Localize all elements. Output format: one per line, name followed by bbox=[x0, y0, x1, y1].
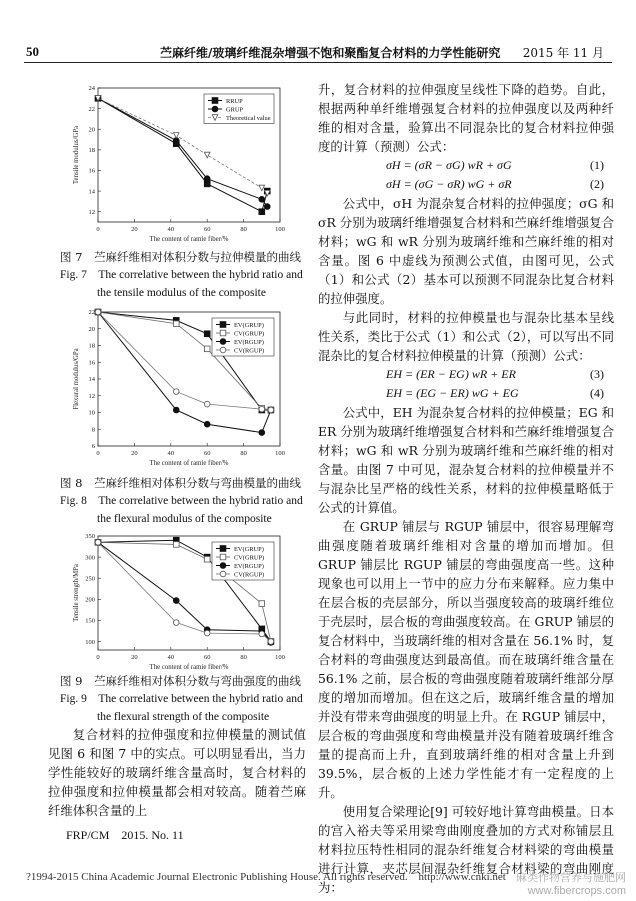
x-tick-label: 60 bbox=[203, 450, 211, 457]
legend-marker bbox=[220, 330, 226, 336]
page-number: 50 bbox=[26, 44, 39, 59]
y-tick-label: 200 bbox=[85, 596, 95, 604]
data-point bbox=[95, 309, 101, 315]
data-point bbox=[264, 204, 270, 210]
x-tick-label: 20 bbox=[131, 654, 138, 661]
data-point bbox=[259, 197, 265, 203]
y-tick-label: 300 bbox=[85, 554, 95, 562]
x-tick-label: 20 bbox=[131, 226, 138, 233]
paragraph-5: 在 GRUP 铺层与 RGUP 铺层中，很容易理解弯曲强度随着玻璃纤维相对含量的增加而增加。但 GRUP 铺层比 RGUP 铺层的弯曲强度高一些。这种现象也可以用上一节中的应力分布来解释。应力集中在层合板的壳层部分，所以当强度较高的玻璃纤维位于壳层时，层合板的弯曲强度较高。在 GRUP 铺层的复合材料中，当玻璃纤维的相对含量在 56.1% 时，复合材料的弯曲强度达到最高值。而在玻璃纤维含量在 56.1% 之前，层合板的弯曲强度随着玻璃纤维部分厚度的增加而增加。但在这之后，玻璃纤维含量的增加并没有带来弯曲强度的明显上升。在 RGUP 铺层中，层合板的弯曲强度和弯曲模量并没有随着玻璃纤维含量的提高而上升，直到玻璃纤维的相对含量上升到 39.5%，层合板的上述力学性能才有一定程度的上升。 bbox=[318, 519, 614, 800]
y-tick-label: 18 bbox=[88, 342, 95, 350]
data-point bbox=[204, 331, 210, 337]
x-tick-label: 40 bbox=[167, 450, 175, 457]
header-rule bbox=[24, 62, 612, 63]
legend-label: EV(RGUP) bbox=[234, 562, 264, 570]
equation-2-number: (2) bbox=[590, 177, 604, 191]
legend-marker bbox=[220, 347, 226, 353]
data-point bbox=[259, 601, 265, 607]
data-point bbox=[204, 401, 210, 407]
figure-9-caption-en-2: the flexural strength of the composite bbox=[97, 711, 270, 723]
legend-label: EV(RGUP) bbox=[234, 338, 264, 346]
data-point bbox=[259, 631, 265, 637]
journal-footer: FRP/CM 2015. No. 11 bbox=[66, 828, 184, 842]
figure-7-chart bbox=[52, 80, 302, 250]
paragraph-1: 升，复合材料的拉伸强度呈线性下降的趋势。自此，根据两种单纤维增强复合材料的拉伸强度以及两种纤维的相对含量，验算出不同混杂比的复合材料拉伸强度的计算（预测）公式： bbox=[318, 82, 614, 154]
x-tick-label: 40 bbox=[167, 226, 175, 233]
figure-9-caption bbox=[60, 672, 303, 726]
y-tick-label: 18 bbox=[88, 147, 95, 155]
legend-marker bbox=[212, 98, 218, 104]
running-header bbox=[0, 42, 636, 64]
figure-9-chart bbox=[52, 528, 302, 676]
data-point bbox=[173, 389, 179, 395]
legend-marker bbox=[212, 106, 218, 112]
figure-7-caption-cn: 图 7 苎麻纤维相对体积分数与拉伸模量的曲线 bbox=[60, 250, 301, 264]
legend-label: GRUP bbox=[226, 106, 244, 114]
equation-4-number: (4) bbox=[590, 386, 604, 400]
figure-9-caption-cn: 图 9 苎麻纤维相对体积分数与弯曲强度的曲线 bbox=[60, 674, 301, 688]
y-tick-label: 12 bbox=[88, 392, 95, 400]
y-tick-label: 14 bbox=[88, 376, 95, 384]
data-point bbox=[268, 639, 274, 645]
figure-8-caption-en-2: the flexural modulus of the composite bbox=[97, 513, 272, 525]
y-tick-label: 8 bbox=[91, 426, 95, 434]
legend-label: CV(GRUP) bbox=[234, 330, 265, 338]
data-point bbox=[95, 540, 101, 546]
data-point bbox=[173, 407, 179, 413]
data-point bbox=[173, 321, 179, 327]
x-tick-label: 0 bbox=[96, 450, 100, 457]
x-tick-label: 0 bbox=[96, 654, 100, 661]
y-tick-label: 250 bbox=[85, 575, 95, 583]
legend-label: RRUP bbox=[226, 97, 243, 105]
y-tick-label: 20 bbox=[88, 325, 95, 333]
equation-4 bbox=[318, 384, 614, 403]
data-point bbox=[173, 598, 179, 604]
data-point bbox=[259, 209, 265, 215]
running-title: 苎麻纤维/玻璃纤维混杂增强不饱和聚酯复合材料的力学性能研究 bbox=[160, 46, 501, 60]
left-column-paragraph: 复合材料的拉伸强度和拉伸模量的测试值见图 6 和图 7 中的实点。可以明显看出，当力学性能较好的玻璃纤维含量高时，复合材料的拉伸强度和拉伸模量都会相对较高。随着苎麻纤维体积含量的上 bbox=[48, 727, 306, 818]
data-point bbox=[268, 407, 274, 413]
legend-label: CV(RGUP) bbox=[234, 347, 265, 355]
legend-marker bbox=[220, 563, 226, 569]
paragraph-4: 公式中，EH 为混杂复合材料的拉伸模量；EG 和 ER 分别为玻璃纤维增强复合材料和苎麻纤维增强复合材料；wG 和 wR 分别为玻璃纤维和苎麻纤维的相对含量。由图 7 中可见，混杂复合材料的拉伸模量并不与混杂比呈严格的线性关系，材料的拉伸模量略低于公式的计算值。 bbox=[318, 405, 614, 515]
x-tick-label: 100 bbox=[275, 654, 285, 661]
data-point bbox=[204, 152, 210, 158]
y-tick-label: 24 bbox=[88, 85, 95, 93]
figure-7-caption-en-1: Fig. 7 The correlative between the hybrid ratio and bbox=[60, 269, 303, 281]
right-column bbox=[318, 80, 614, 897]
x-tick-label: 40 bbox=[167, 654, 175, 661]
data-point bbox=[204, 346, 210, 352]
y-tick-label: 14 bbox=[88, 188, 95, 196]
data-point bbox=[259, 185, 265, 191]
watermark-line-1: 麻类作物营养与施肥网 bbox=[516, 872, 626, 884]
data-point bbox=[173, 542, 179, 548]
equation-1-number: (1) bbox=[590, 158, 604, 172]
equation-3 bbox=[318, 365, 614, 384]
figure-8-caption-cn: 图 8 苎麻纤维相对体积分数与弯曲模量的曲线 bbox=[60, 476, 301, 490]
y-axis-label: Flexural modulus/GPa bbox=[73, 348, 80, 410]
x-tick-label: 60 bbox=[203, 654, 211, 661]
data-point bbox=[204, 556, 210, 562]
y-tick-label: 16 bbox=[88, 359, 95, 367]
figure-9-caption-en-1: Fig. 9 The correlative between the hybrid ratio and bbox=[60, 693, 303, 705]
legend-marker bbox=[220, 322, 226, 328]
y-tick-label: 12 bbox=[88, 208, 95, 216]
equation-1-formula: σH = (σR − σG) wR + σG bbox=[386, 158, 512, 172]
data-point bbox=[173, 133, 179, 139]
y-tick-label: 100 bbox=[85, 638, 95, 646]
equation-4-formula: EH = (EG − ER) wG + EG bbox=[386, 386, 519, 400]
y-axis-label: Tensile strength/MPa bbox=[73, 564, 80, 622]
x-tick-label: 80 bbox=[240, 450, 247, 457]
figure-7-caption bbox=[60, 248, 303, 302]
legend-marker bbox=[220, 554, 226, 560]
x-tick-label: 80 bbox=[240, 654, 247, 661]
equation-3-number: (3) bbox=[590, 367, 604, 381]
legend-marker bbox=[220, 339, 226, 345]
figure-8-caption bbox=[60, 474, 303, 528]
equation-2 bbox=[318, 175, 614, 194]
x-tick-label: 0 bbox=[96, 226, 100, 233]
data-point bbox=[204, 630, 210, 636]
x-tick-label: 20 bbox=[131, 450, 138, 457]
figure-8-caption-en-1: Fig. 8 The correlative between the hybrid ratio and bbox=[60, 495, 303, 507]
y-tick-label: 6 bbox=[91, 443, 95, 451]
legend-marker bbox=[220, 546, 226, 552]
y-tick-label: 20 bbox=[88, 126, 95, 134]
figure-8-chart bbox=[52, 304, 302, 474]
copyright-line: ?1994-2015 China Academic Journal Electronic Publishing House. All rights reserved. http://www.cnki.net bbox=[26, 871, 506, 883]
paragraph-2: 公式中，σH 为混杂复合材料的拉伸强度；σG 和 σR 分别为玻璃纤维增强复合材料和苎麻纤维增强复合材料；wG 和 wR 分别为玻璃纤维和苎麻纤维的相对含量。图 6 中虚线为预测公式值，由图可见，公式（1）和公式（2）基本可以预测不同混杂比复合材料的拉伸强度。 bbox=[318, 196, 614, 306]
y-tick-label: 150 bbox=[85, 617, 95, 625]
legend-label: EV(GRUP) bbox=[234, 545, 264, 553]
y-tick-label: 22 bbox=[88, 105, 95, 113]
x-tick-label: 80 bbox=[240, 226, 247, 233]
equation-3-formula: EH = (ER − EG) wR + ER bbox=[386, 367, 516, 381]
paragraph-6: 使用复合梁理论[9] 可较好地计算弯曲模量。日本的宫入裕夫等采用梁弯曲刚度叠加的方式对称铺层且材料拉压特性相同的混杂纤维复合材料梁的弯曲模量进行计算，夹芯层间混杂纤维复合材料梁的弯曲刚度为： bbox=[318, 804, 614, 895]
data-point bbox=[173, 620, 179, 626]
x-axis-label: The content of ramie fiber/% bbox=[149, 664, 229, 671]
data-point bbox=[204, 421, 210, 427]
x-axis-label: The content of ramie fiber/% bbox=[149, 460, 229, 467]
x-tick-label: 100 bbox=[275, 450, 285, 457]
legend-label: EV(GRUP) bbox=[234, 321, 264, 329]
paragraph-3: 与此同时，材料的拉伸模量也与混杂比基本呈线性关系，类比于公式（1）和公式（2），可以写出不同混杂比的复合材料拉伸模量的计算（预测）公式： bbox=[318, 310, 614, 363]
data-point bbox=[204, 176, 210, 182]
legend-label: Theoretical value bbox=[226, 114, 271, 122]
issue-date: 2015 年 11 月 bbox=[522, 46, 604, 60]
y-axis-label: Tensile modulus/GPa bbox=[73, 125, 80, 185]
legend-label: CV(GRUP) bbox=[234, 554, 265, 562]
x-tick-label: 100 bbox=[275, 226, 285, 233]
data-point bbox=[259, 406, 265, 412]
x-axis-label: The content of ramie fiber/% bbox=[149, 236, 229, 243]
watermark-line-2: www.fibercrops.com bbox=[527, 885, 626, 897]
y-tick-label: 350 bbox=[85, 533, 95, 541]
x-tick-label: 60 bbox=[203, 226, 211, 233]
y-tick-label: 10 bbox=[88, 409, 95, 417]
equation-2-formula: σH = (σG − σR) wG + σR bbox=[386, 177, 512, 191]
y-tick-label: 16 bbox=[88, 167, 95, 175]
data-point bbox=[259, 430, 265, 436]
equation-1 bbox=[318, 156, 614, 175]
legend-marker bbox=[220, 571, 226, 577]
y-tick-label: 22 bbox=[88, 309, 95, 317]
legend-label: CV(RGUP) bbox=[234, 571, 265, 579]
watermark bbox=[516, 872, 626, 898]
figure-7-caption-en-2: the tensile modulus of the composite bbox=[97, 287, 266, 299]
